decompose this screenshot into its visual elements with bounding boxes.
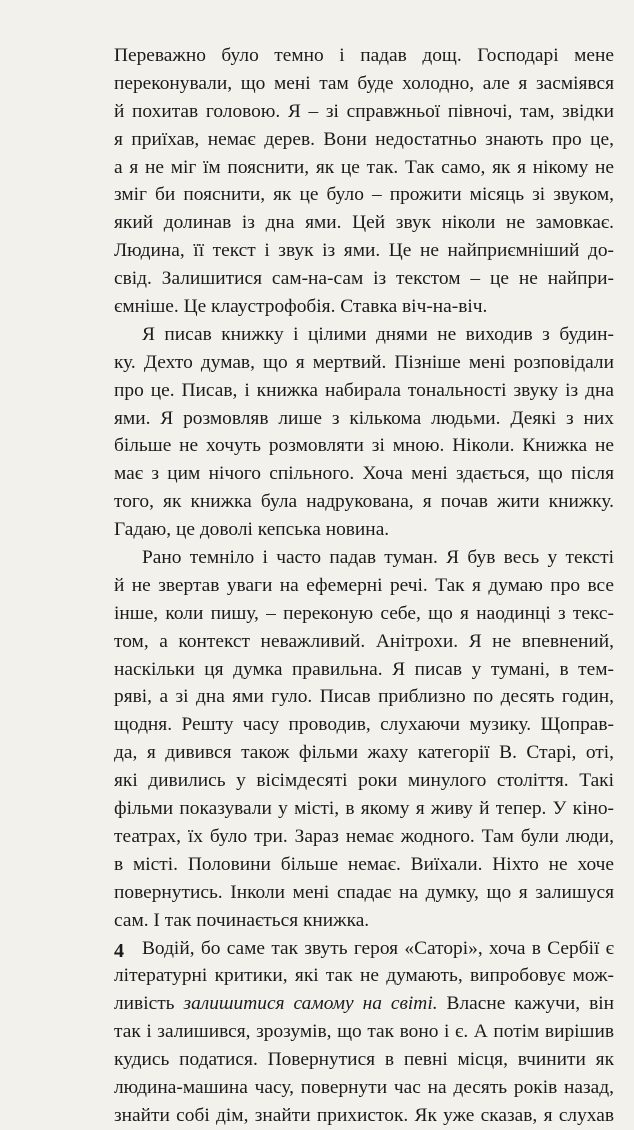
- text-line: а я не міг їм пояснити, як це так. Так само, як я нікому не: [114, 156, 614, 178]
- paragraph-2: [114, 321, 614, 544]
- text-line: так і залишився, зрозумів, що так воно і є. А потім вирішив: [114, 1021, 614, 1043]
- paragraph-4: [114, 935, 614, 1130]
- text-line: театрах, їх було три. Зараз немає жодного. Там були люди,: [114, 825, 614, 847]
- text-line: Водій, бо саме так звуть героя «Саторі», хоча в Сербії є: [142, 937, 614, 959]
- text-line: сам. І так починається книжка.: [114, 909, 370, 931]
- text-line: повернутись. Інколи мені спадає на думку, що я залишуся: [114, 881, 614, 903]
- text-line: фільми показували у місті, в якому я живу й тепер. У кіно-: [114, 798, 614, 820]
- page-number: 4: [114, 940, 124, 962]
- text-line-with-italic: [114, 990, 614, 1018]
- paragraph-3: [114, 544, 614, 934]
- text-line: Я писав книжку і цілими днями не виходив з будин-: [142, 323, 614, 345]
- text-line: Переважно було темно і падав дощ. Господарі мене: [114, 45, 614, 66]
- text-line: Людина, її текст і звук із ями. Це не найприємніший до-: [114, 240, 614, 262]
- text-line: Рано темніло і часто падав туман. Я був весь у тексті: [142, 547, 614, 569]
- text-line: в місті. Половини більше немає. Виїхали. Ніхто не хоче: [114, 853, 614, 875]
- text-line: щодня. Решту часу проводив, слухаючи музику. Щоправ-: [114, 714, 614, 736]
- text-line: того, як книжка була надрукована, я почав жити книжку.: [114, 491, 614, 513]
- text-line: ями. Я розмовляв лише з кількома людьми. Деякі з них: [114, 407, 614, 429]
- text-line: знайти собі дім, знайти прихисток. Як уже сказав, я слухав: [114, 1104, 614, 1126]
- text-line: й похитав головою. Я – зі справжньої півночі, там, звідки: [114, 100, 614, 122]
- text-line: наскільки ця думка правильна. Я писав у тумані, в тем-: [114, 658, 614, 680]
- body-text: [114, 42, 614, 1130]
- text-line: свід. Залишитися сам-на-сам із текстом – це не найпри-: [114, 268, 614, 290]
- text-line: я приїхав, немає дерев. Вони недостатньо знають про це,: [114, 128, 614, 150]
- text-line: й не звертав уваги на ефемерні речі. Так я думаю про все: [114, 574, 614, 596]
- text-line: да, я дивився також фільми жаху категорії В. Старі, оті,: [114, 742, 614, 764]
- text-line: ряві, а зі дна ями гуло. Писав приблизно по десять годин,: [114, 686, 614, 708]
- text-line: Гадаю, це доволі кепська новина.: [114, 519, 390, 541]
- paragraph-1: [114, 42, 614, 321]
- text-segment: Власне кажучи, він: [437, 993, 615, 1015]
- text-line: інше, коли пишу, – переконую себе, що я наодинці з текс-: [114, 602, 614, 624]
- text-line: літературні критики, які так не думають, випробовує мож-: [114, 965, 614, 987]
- italic-phrase: залишитися самому на світі.: [183, 993, 438, 1015]
- text-line: які дивились у вісімдесяті роки минулого століття. Такі: [114, 770, 614, 792]
- text-line: зміг би пояснити, як це було – прожити місяць зі звуком,: [114, 184, 614, 206]
- text-line: ємніше. Це клаустрофобія. Ставка віч-на-віч.: [114, 296, 488, 318]
- text-line: людина-машина часу, повернути час на десять років назад,: [114, 1076, 614, 1098]
- text-line: том, а контекст неважливий. Анітрохи. Я не впевнений,: [114, 630, 614, 652]
- text-line: про це. Писав, і книжка набирала тональності звуку із дна: [114, 379, 614, 401]
- text-line: має з цим нічого спільного. Хоча мені здається, що після: [114, 463, 614, 485]
- text-line: ку. Дехто думав, що я мертвий. Пізніше мені розповідали: [114, 351, 614, 373]
- text-line: переконували, що мені там буде холодно, але я засміявся: [114, 72, 614, 94]
- text-segment: ливість: [114, 993, 184, 1015]
- text-line: який долинав із дна ями. Цей звук ніколи не замовкає.: [114, 212, 614, 234]
- text-line: більше не хочуть розмовляти зі мною. Ніколи. Книжка не: [114, 435, 614, 457]
- text-line: кудись податися. Повернутися в певні місця, вчинити як: [114, 1049, 614, 1071]
